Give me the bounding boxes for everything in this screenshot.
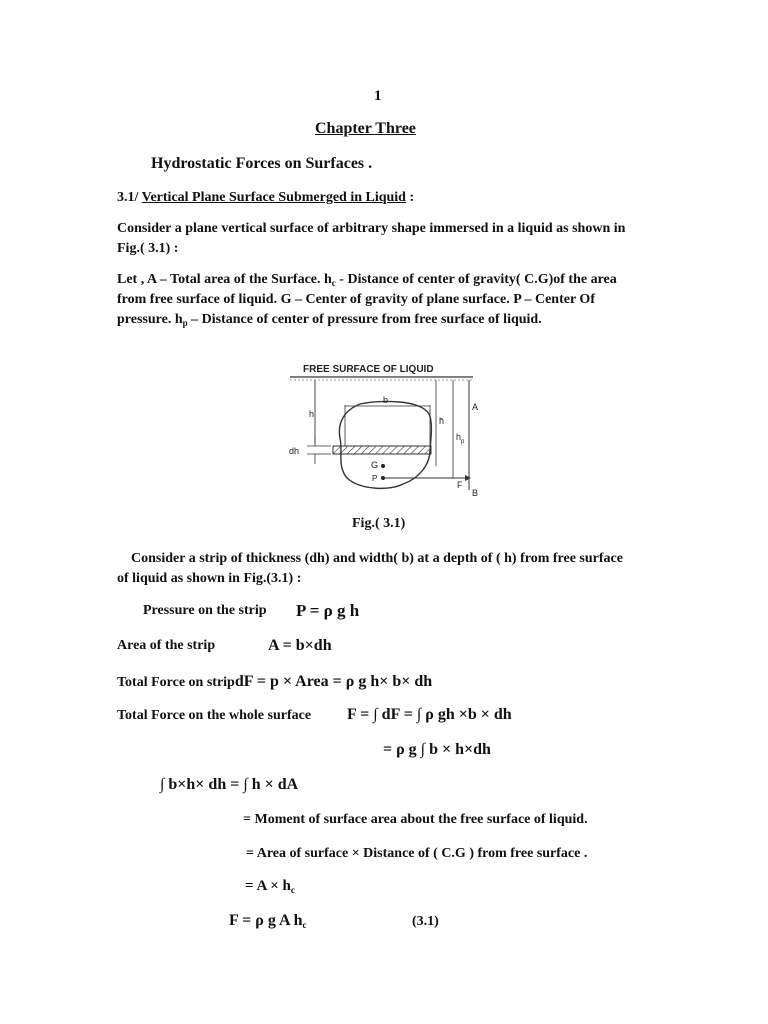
label-hp: $h_p$ [456, 432, 465, 445]
chapter-title: Chapter Three [315, 120, 416, 137]
area-equation: A = b×dh [268, 637, 332, 654]
force-strip-row [117, 673, 432, 691]
label-b: b [383, 395, 389, 405]
pressure-label: Pressure on the strip [143, 603, 267, 618]
definitions-part1: Let , A – Total area of the Surface. h [117, 272, 332, 287]
label-h: h [309, 409, 315, 419]
figure-caption: Fig.( 3.1) [352, 516, 406, 531]
label-B: B [472, 488, 479, 498]
label-A: A [472, 402, 479, 412]
free-surface-label: FREE SURFACE OF LIQUID [303, 364, 434, 375]
label-hbar: h̄ [439, 416, 445, 426]
a-hc-main: = A × h [245, 878, 291, 894]
immersed-surface-outline [339, 401, 431, 488]
point-P [381, 476, 385, 480]
equation-number: (3.1) [412, 914, 439, 929]
force-whole-label: Total Force on the whole surface [117, 708, 312, 723]
label-P: P [372, 474, 378, 483]
label-dh: dh [289, 446, 300, 456]
figure-3-1 [285, 360, 485, 500]
a-hc-sub: c [290, 885, 295, 895]
intro-paragraph: Consider a plane vertical surface of arbitrary shape immersed in a liquid as shown in Fig.( 3.1) : [117, 221, 626, 256]
area-distance-line: = Area of surface × Distance of ( C.G ) from free surface . [246, 846, 588, 861]
force-whole-equation: F = ∫ dF = ∫ ρ gh ×b × dh [347, 706, 512, 723]
definitions-sub-c: c [331, 278, 336, 288]
definitions-part3: – Distance of center of pressure from free surface of liquid. [187, 312, 542, 327]
strip-paragraph: Consider a strip of thickness (dh) and width( b) at a depth of ( h) from free surface of liquid as shown in Fig.(3.1) : [117, 551, 623, 586]
label-G: G [371, 460, 379, 470]
integral-equation: ∫ b×h× dh = ∫ h × dA [160, 776, 299, 793]
label-F: F [457, 480, 463, 490]
pressure-equation: P = ρ g h [296, 601, 360, 620]
subsection-colon: : [409, 190, 415, 205]
section-heading: Hydrostatic Forces on Surfaces . [151, 155, 373, 172]
definitions-part2: - Distance of center of gravity( C.G)of the area from free surface of liquid. G – Center of gravity of plane surface. P – Center Of pressure. h [117, 272, 617, 327]
final-equation-main: F = ρ g A h [229, 912, 303, 929]
strip-dh [333, 446, 431, 454]
page-number: 1 [374, 88, 382, 104]
point-G [381, 464, 385, 468]
definitions-sub-p: p [182, 318, 188, 328]
subsection-title: Vertical Plane Surface Submerged in Liquid [141, 190, 406, 205]
force-strip-label: Total Force on strip [117, 675, 235, 690]
moment-line: = Moment of surface area about the free surface of liquid. [243, 812, 588, 827]
subsection-number: 3.1/ [117, 190, 139, 205]
definitions-paragraph [117, 270, 637, 330]
force-strip-equation: dF = p × Area = ρ g h× b× dh [234, 673, 433, 690]
final-equation-sub: c [302, 920, 307, 930]
a-hc-line [245, 878, 295, 895]
subsection-heading [117, 190, 414, 206]
area-label: Area of the strip [117, 638, 216, 653]
force-whole-equation-2: = ρ g ∫ b × h×dh [383, 741, 491, 758]
final-equation [229, 912, 307, 930]
